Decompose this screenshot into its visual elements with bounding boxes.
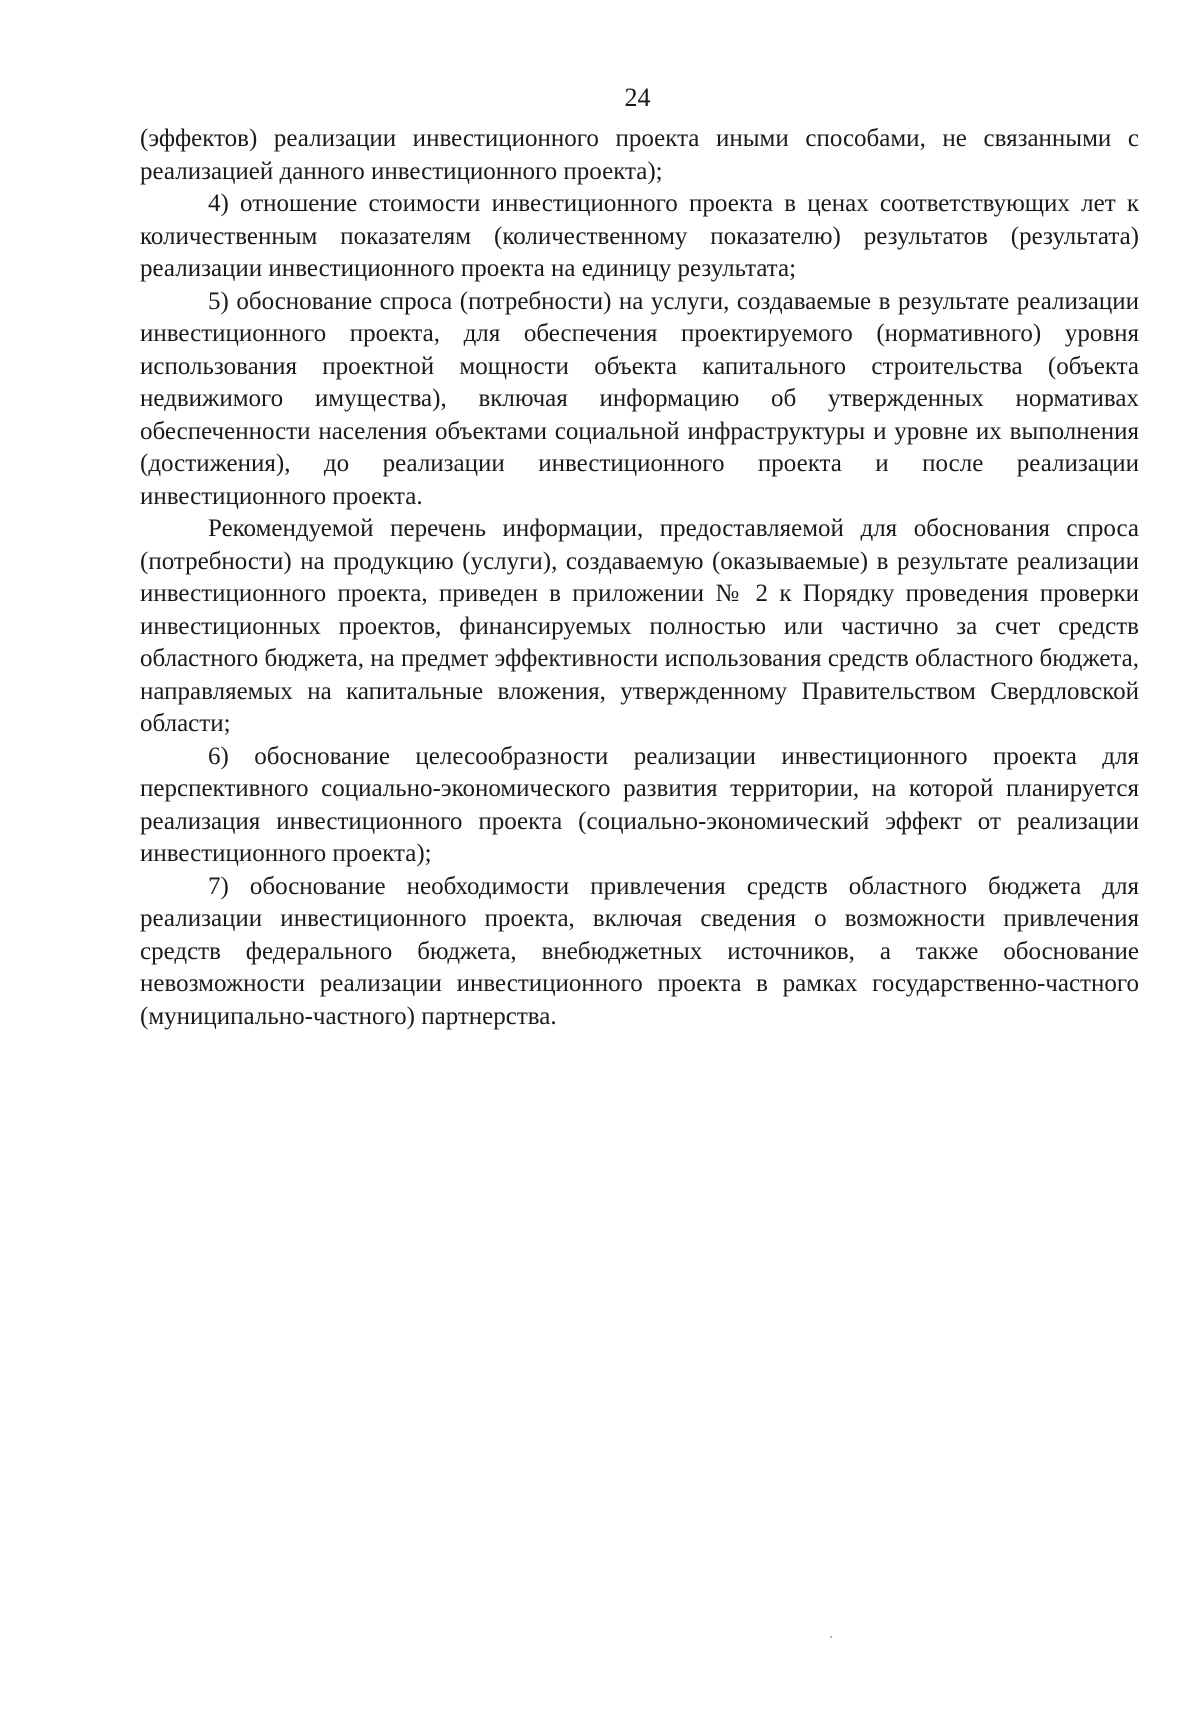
scan-speck [830,1636,832,1638]
paragraph-recommended-list: Рекомендуемой перечень информации, предоставляемой для обоснования спроса (потребности) на продукцию (услуги), создаваемую (оказываемые) в результате реализации инвестиционного проекта, приведен в приложении № 2 к Порядку проведения проверки инвестиционных проектов, финансируемых полностью или частично за счет средств областного бюджета, на предмет эффективности использования средств областного бюджета, направляемых на капитальные вложения, утвержденному Правительством Свердловской области; [140,515,1139,737]
paragraph-item-5: 5) обоснование спроса (потребности) на услуги, создаваемые в результате реализации инвестиционного проекта, для обеспечения проектируемого (нормативного) уровня использования проектной мощности объекта капитального строительства (объекта недвижимого имущества), включая информацию об утвержденных нормативах обеспеченности населения объектами социальной инфраструктуры и уровне их выполнения (достижения), до реализации инвестиционного проекта и после реализации инвестиционного проекта. [140,287,1139,510]
paragraph-item-4: 4) отношение стоимости инвестиционного проекта в ценах соответствующих лет к количественным показателям (количественному показателю) результатов (результата) реализации инвестиционного проекта на единицу результата; [140,190,1139,282]
paragraph-continuation: (эффектов) реализации инвестиционного проекта иными способами, не связанными с реализацией данного инвестиционного проекта); [140,125,1139,185]
document-body [140,123,1139,1033]
paragraph-item-6: 6) обоснование целесообразности реализации инвестиционного проекта для перспективного социально-экономического развития территории, на которой планируется реализация инвестиционного проекта (социально-экономический эффект от реализации инвестиционного проекта); [140,742,1139,867]
paragraph-item-7: 7) обоснование необходимости привлечения средств областного бюджета для реализации инвестиционного проекта, включая сведения о возможности привлечения средств федерального бюджета, внебюджетных источников, а также обоснование невозможности реализации инвестиционного проекта в рамках государственно-частного (муниципально-частного) партнерства. [140,872,1139,1030]
page-number: 24 [624,83,651,112]
